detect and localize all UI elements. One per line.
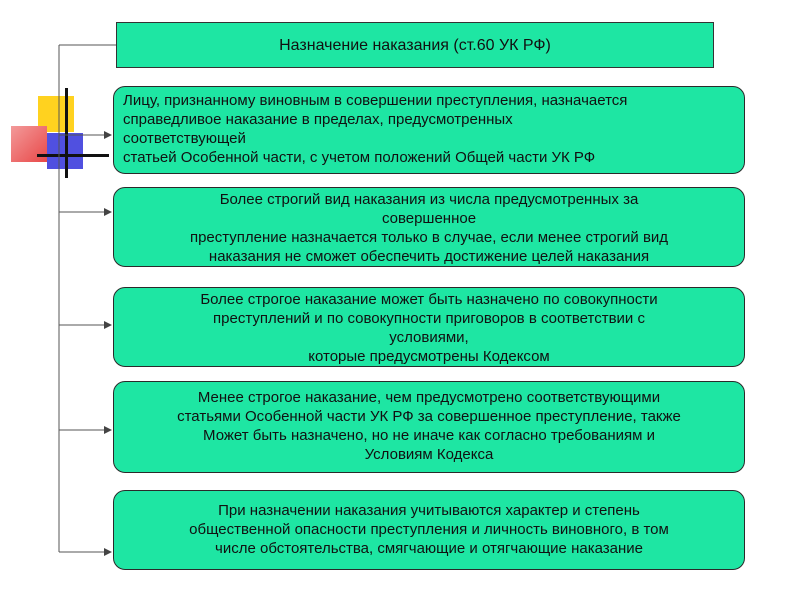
title-box — [116, 22, 714, 68]
rule-line: общественной опасности преступления и личность виновного, в том — [189, 521, 669, 538]
rule-line: преступлений и по совокупности приговоров в соответствии с — [213, 310, 645, 327]
rule-line: Лицу, признанному виновным в совершении преступления, назначается — [123, 92, 628, 109]
rule-line: Может быть назначено, но не иначе как согласно требованиям и — [203, 427, 655, 444]
rule-line: преступление назначается только в случае, если менее строгий вид — [189, 229, 669, 246]
rule-line: наказания не сможет обеспечить достижение целей наказания — [208, 248, 650, 265]
title-text: Назначение наказания (ст.60 УК РФ) — [279, 36, 551, 54]
rule-line: условиями, — [389, 329, 469, 346]
rule-line: соответствующей — [123, 130, 246, 147]
rule-line: статьей Особенной части, с учетом положений Общей части УК РФ — [123, 149, 596, 166]
rule-box-5 — [113, 490, 745, 570]
rule-line: Более строгий вид наказания из числа предусмотренных за — [219, 191, 639, 208]
rule-box-2 — [113, 187, 745, 267]
rule-line: При назначении наказания учитываются характер и степень — [218, 502, 640, 519]
rule-line: числе обстоятельства, смягчающие и отягчающие наказание — [215, 540, 643, 557]
rule-box-4 — [113, 381, 745, 473]
rule-line: Более строгое наказание может быть назначено по совокупности — [200, 291, 658, 308]
rule-line: которые предусмотрены Кодексом — [308, 348, 550, 365]
rule-line: статьями Особенной части УК РФ за совершенное преступление, также — [177, 408, 681, 425]
rule-line: Менее строгое наказание, чем предусмотрено соответствующими — [197, 389, 661, 406]
rule-box-1 — [113, 86, 745, 174]
rule-line: Условиям Кодекса — [364, 446, 494, 463]
rule-line: совершенное — [381, 210, 477, 227]
rule-line: справедливое наказание в пределах, предусмотренных — [123, 111, 513, 128]
rule-box-3 — [113, 287, 745, 367]
